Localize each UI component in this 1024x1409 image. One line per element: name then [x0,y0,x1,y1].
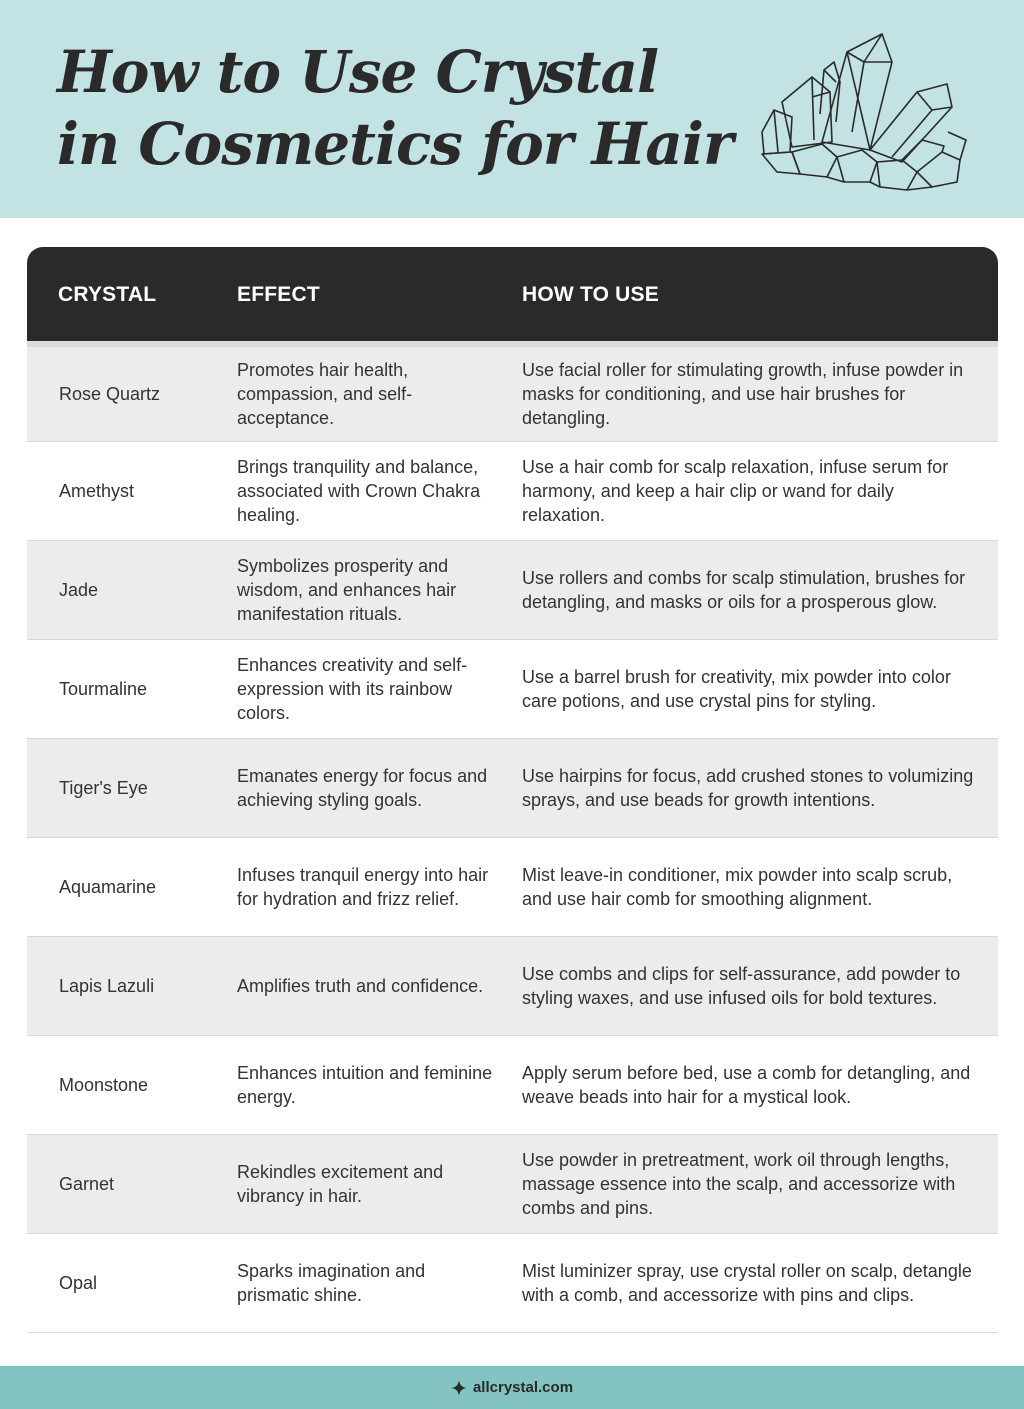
sparkle-icon [451,1380,467,1396]
crystal-how-to-use: Use facial roller for stimulating growth, infuse powder in masks for conditioning, and use hair brushes for detangling. [522,360,964,428]
table-row [27,1036,998,1135]
title-line-2: in Cosmetics for Hair [57,110,733,178]
crystal-effect: Brings tranquility and balance, associated with Crown Chakra healing. [237,457,481,525]
table-row [27,640,998,739]
crystal-table-body [27,341,998,1333]
crystal-name: Garnet [59,1174,115,1194]
crystal-effect: Enhances intuition and feminine energy. [237,1063,493,1107]
column-header-crystal: CRYSTAL [58,283,157,306]
crystal-effect: Infuses tranquil energy into hair for hydration and frizz relief. [237,865,489,909]
table-row [27,541,998,640]
crystal-effect: Symbolizes prosperity and wisdom, and enhances hair manifestation rituals. [237,556,457,624]
table-row [27,341,998,442]
crystal-effect: Amplifies truth and confidence. [237,976,484,996]
page-title [57,36,733,180]
crystal-name: Tourmaline [59,679,148,699]
crystal-how-to-use: Apply serum before bed, use a comb for detangling, and weave beads into hair for a mystical look. [522,1063,971,1107]
table-row [27,838,998,937]
column-header-how-to-use: HOW TO USE [522,283,659,306]
crystal-effect: Sparks imagination and prismatic shine. [237,1261,426,1305]
crystal-cluster-icon [752,22,972,194]
crystal-how-to-use: Use hairpins for focus, add crushed stones to volumizing sprays, and use beads for growth intentions. [522,766,974,810]
crystal-how-to-use: Mist leave-in conditioner, mix powder into scalp scrub, and use hair comb for smoothing alignment. [522,865,953,909]
table-row [27,442,998,541]
footer-bar [0,1366,1024,1409]
header-banner [0,0,1024,218]
crystal-how-to-use: Mist luminizer spray, use crystal roller on scalp, detangle with a comb, and accessorize with pins and clips. [522,1261,972,1305]
crystal-how-to-use: Use rollers and combs for scalp stimulation, brushes for detangling, and masks or oils for a prosperous glow. [522,568,966,612]
crystal-effect: Promotes hair health, compassion, and self-acceptance. [237,360,413,428]
crystal-name: Opal [59,1273,98,1293]
crystal-name: Lapis Lazuli [59,976,155,996]
table-row [27,739,998,838]
crystal-how-to-use: Use powder in pretreatment, work oil through lengths, massage essence into the scalp, and accessorize with combs and pins. [522,1150,956,1218]
crystal-name: Rose Quartz [59,384,161,404]
title-line-1: How to Use Crystal [57,38,659,106]
crystal-how-to-use: Use combs and clips for self-assurance, add powder to styling waxes, and use infused oils for bold textures. [522,964,961,1008]
crystal-how-to-use: Use a hair comb for scalp relaxation, infuse serum for harmony, and keep a hair clip or wand for daily relaxation. [522,457,949,525]
crystal-name: Jade [59,580,99,600]
crystal-effect: Rekindles excitement and vibrancy in hair. [237,1162,444,1206]
crystal-how-to-use: Use a barrel brush for creativity, mix powder into color care potions, and use crystal pins for styling. [522,667,951,711]
crystal-name: Aquamarine [59,877,157,897]
crystal-name: Moonstone [59,1075,149,1095]
column-header-effect: EFFECT [237,283,320,306]
crystal-name: Tiger's Eye [59,778,148,798]
footer-site-link[interactable] [451,1379,573,1396]
site-url: allcrystal.com [472,1379,574,1396]
table-row [27,1234,998,1333]
crystal-name: Amethyst [59,481,135,501]
crystal-effect: Enhances creativity and self-expression with its rainbow colors. [237,655,468,723]
table-row [27,937,998,1036]
crystal-effect: Emanates energy for focus and achieving styling goals. [237,766,488,810]
table-header [27,247,998,341]
table-row [27,1135,998,1234]
